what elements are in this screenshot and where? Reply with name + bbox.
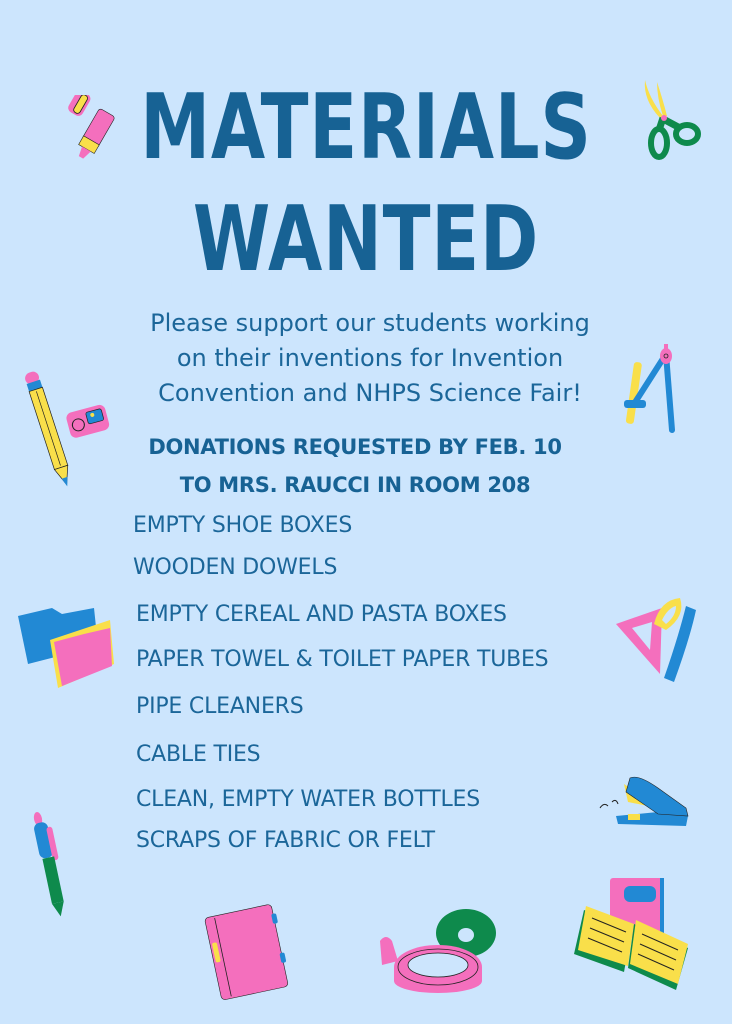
list-item: EMPTY CEREAL AND PASTA BOXES bbox=[136, 602, 507, 627]
rulers-icon bbox=[610, 588, 700, 683]
title-line-2: WANTED bbox=[192, 187, 540, 292]
subtitle bbox=[120, 306, 620, 411]
list-item: WOODEN DOWELS bbox=[133, 555, 338, 580]
list-item: PIPE CLEANERS bbox=[136, 694, 304, 719]
deadline-notice bbox=[120, 428, 590, 504]
list-item: EMPTY SHOE BOXES bbox=[133, 513, 353, 538]
tape-icon bbox=[378, 905, 503, 1000]
subtitle-line: Convention and NHPS Science Fair! bbox=[158, 379, 582, 407]
subtitle-line: on their inventions for Invention bbox=[176, 344, 564, 372]
pen-icon bbox=[32, 808, 82, 923]
list-item: CABLE TIES bbox=[136, 742, 261, 767]
title-line-1: MATERIALS bbox=[140, 75, 592, 180]
list-item: CLEAN, EMPTY WATER BOTTLES bbox=[136, 787, 480, 812]
list-item: SCRAPS OF FABRIC OR FELT bbox=[136, 828, 435, 853]
folders-icon bbox=[14, 600, 114, 690]
notebooks-icon bbox=[570, 874, 695, 994]
scissors-icon bbox=[635, 78, 705, 163]
sharpener-icon bbox=[64, 402, 114, 442]
list-item: PAPER TOWEL & TOILET PAPER TUBES bbox=[136, 647, 549, 672]
compass-icon bbox=[620, 340, 680, 440]
deadline-line: TO MRS. RAUCCI IN ROOM 208 bbox=[179, 473, 531, 497]
stapler-icon bbox=[598, 772, 693, 832]
deadline-line: DONATIONS REQUESTED BY FEB. 10 bbox=[148, 435, 562, 459]
subtitle-line: Please support our students working bbox=[150, 309, 590, 337]
highlighter-icon bbox=[50, 95, 125, 170]
binder-icon bbox=[202, 900, 292, 1000]
